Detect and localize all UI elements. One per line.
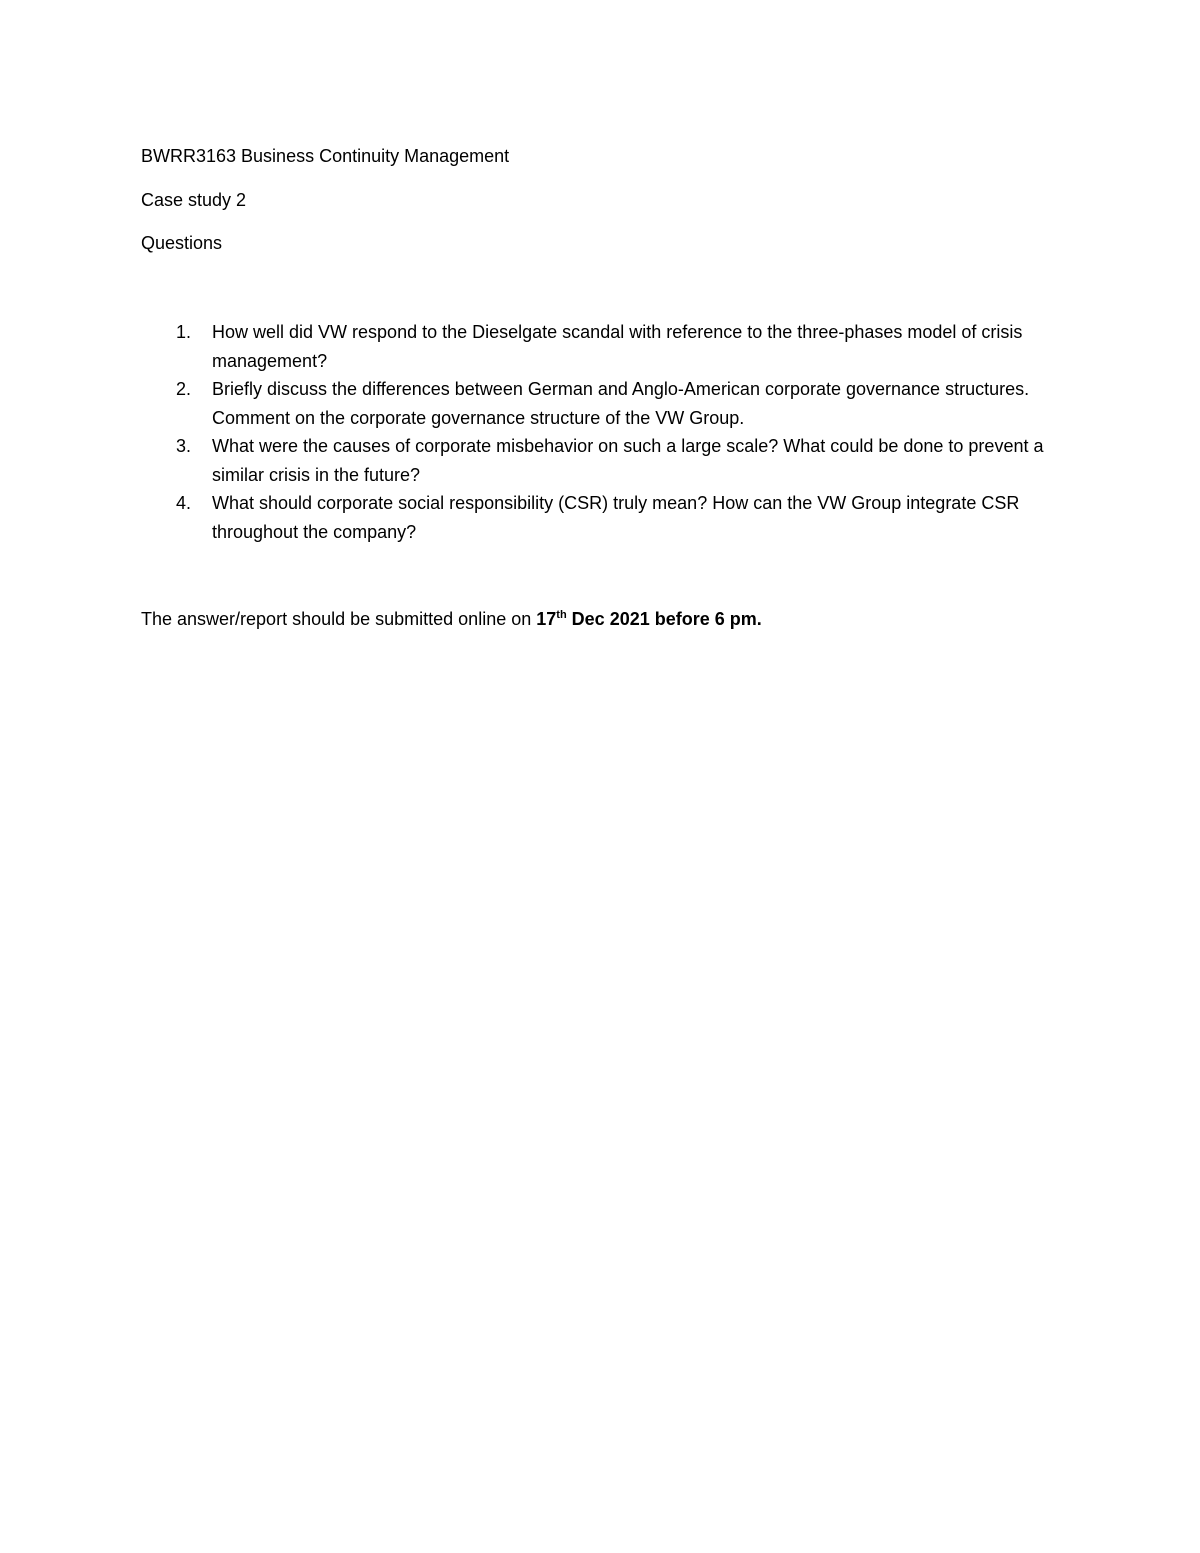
question-item (141, 375, 1071, 432)
submission-deadline (141, 605, 762, 633)
case-study-label: Case study 2 (141, 190, 247, 210)
question-text: Briefly discuss the differences between German and Anglo-American corporate governance structures. Comment on the corporate governance structure of the VW Group. (212, 379, 1030, 428)
deadline-day-suffix: th (556, 609, 567, 621)
deadline-day-number: 17 (536, 609, 557, 629)
question-item (141, 432, 1071, 489)
deadline-period: . (756, 609, 762, 629)
question-list (141, 318, 1071, 546)
question-number: 4. (176, 493, 192, 513)
question-number: 3. (176, 436, 192, 456)
question-text: How well did VW respond to the Dieselgate scandal with reference to the three-phases model of crisis management? (212, 322, 1023, 371)
question-item (141, 318, 1071, 375)
question-number: 1. (176, 322, 192, 342)
question-text: What should corporate social responsibility (CSR) truly mean? How can the VW Group integrate CSR throughout the company? (212, 493, 1020, 542)
questions-heading: Questions (141, 233, 223, 253)
course-title: BWRR3163 Business Continuity Management (141, 146, 510, 166)
question-text: What were the causes of corporate misbehavior on such a large scale? What could be done to prevent a similar crisis in the future? (212, 436, 1044, 485)
deadline-date-time: Dec 2021 before 6 pm (566, 609, 757, 629)
question-number: 2. (176, 379, 192, 399)
deadline-prefix: The answer/report should be submitted online on (141, 609, 537, 629)
deadline-day (536, 609, 762, 629)
question-item (141, 489, 1071, 546)
